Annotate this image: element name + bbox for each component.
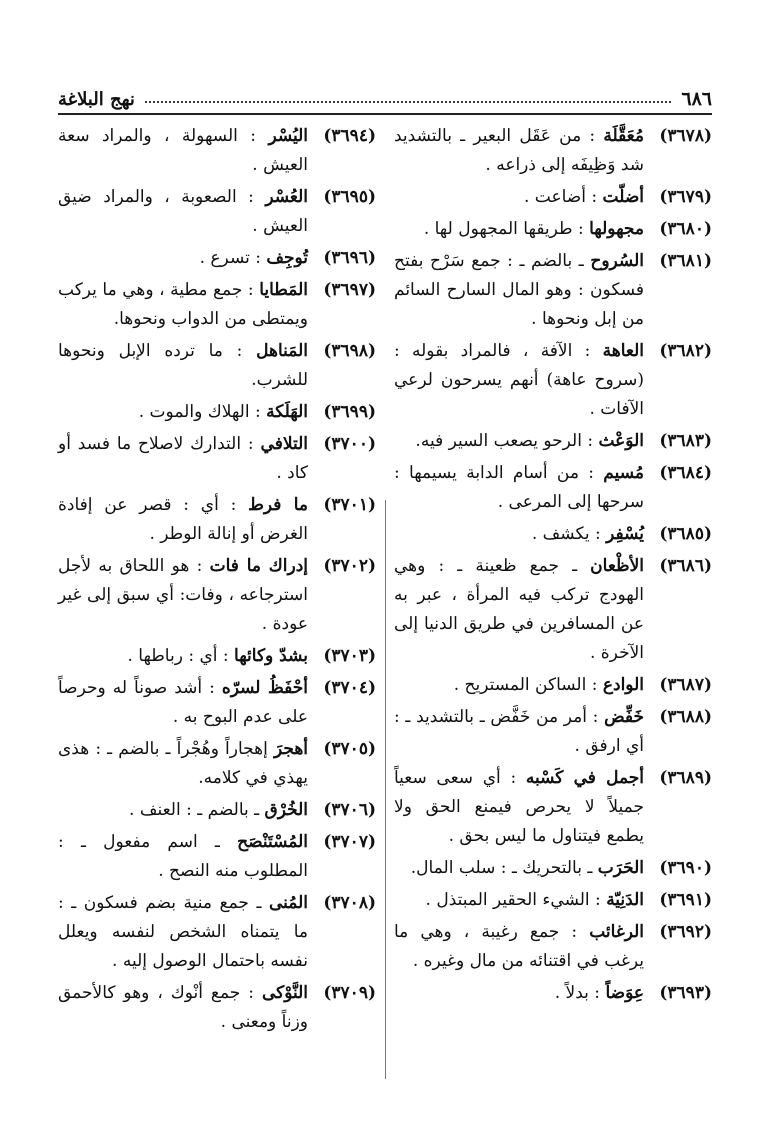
footnote-number: (٣٦٧٩) bbox=[659, 187, 712, 207]
footnote-entry bbox=[394, 854, 712, 883]
footnote-definition: : أي سعى سعياً جميلاً لا يحرص فيمنع الحق ولا يطمع فيتناول ما ليس بحق . bbox=[394, 768, 644, 846]
right-column bbox=[394, 122, 712, 1011]
header-rule bbox=[58, 113, 712, 115]
footnote-entry bbox=[58, 735, 376, 793]
footnote-term: المُنى bbox=[268, 893, 308, 913]
footnote-number: (٣٦٨٠) bbox=[659, 219, 712, 239]
footnote-body bbox=[394, 671, 644, 700]
footnote-number: (٣٦٨٢) bbox=[659, 341, 712, 361]
footnote-term: خَفِّض bbox=[604, 707, 644, 727]
footnote-entry bbox=[58, 398, 376, 427]
footnote-body bbox=[394, 183, 644, 212]
footnote-entry bbox=[394, 671, 712, 700]
footnote-definition: : التدارك لاصلاح ما فسد أو كاد . bbox=[58, 434, 308, 483]
footnote-definition: ـ اسم مفعول ـ : المطلوب منه النصح . bbox=[58, 832, 308, 881]
footnote-entry bbox=[394, 459, 712, 517]
footnote-definition: ـ بالضم ـ : جمع سَرْح بفتح فسكون : وهو المال السارح السائم من إبل ونحوها . bbox=[394, 251, 644, 329]
footnote-number: (٣٧٠٥) bbox=[323, 739, 376, 759]
footnote-term: يُسْفِر bbox=[606, 524, 644, 544]
footnote-body bbox=[394, 854, 644, 883]
footnote-body bbox=[394, 703, 644, 761]
book-title: نهج البلاغة bbox=[58, 89, 135, 110]
footnote-body bbox=[58, 889, 308, 976]
footnote-definition: : الرحو يصعب السير فيه. bbox=[415, 431, 594, 451]
footnote-body bbox=[58, 276, 308, 334]
footnote-definition: : جمع مطية ، وهي ما يركب ويمتطى من الدواب ونحوها. bbox=[58, 280, 308, 329]
footnote-entry bbox=[394, 122, 712, 180]
footnote-number: (٣٦٧٨) bbox=[659, 126, 712, 146]
footnote-definition: إهجاراً وهُجْراً ـ بالضم ـ : هذى يهذي في كلامه. bbox=[58, 739, 308, 788]
footnote-body bbox=[58, 979, 308, 1037]
footnote-entry bbox=[58, 889, 376, 976]
footnote-body bbox=[58, 552, 308, 639]
footnote-number: (٣٧٠٧) bbox=[323, 832, 376, 852]
footnote-definition: : الساكن المستريح . bbox=[453, 675, 598, 695]
footnote-number: (٣٦٩١) bbox=[659, 890, 712, 910]
footnote-number: (٣٧٠٣) bbox=[323, 646, 376, 666]
footnote-term: أحْفَظُ لسرّه bbox=[221, 678, 308, 698]
footnote-body bbox=[58, 398, 308, 427]
footnote-definition: : الشيء الحقير المبتذل . bbox=[425, 890, 601, 910]
footnote-definition: : الهلاك والموت . bbox=[138, 402, 261, 422]
footnote-body bbox=[58, 183, 308, 241]
footnote-definition: : تسرع . bbox=[199, 248, 261, 268]
footnote-entry bbox=[394, 183, 712, 212]
footnote-number: (٣٦٨٨) bbox=[659, 707, 712, 727]
footnote-entry bbox=[394, 520, 712, 549]
footnote-number: (٣٦٩٦) bbox=[323, 248, 376, 268]
footnote-number: (٣٦٩٢) bbox=[659, 922, 712, 942]
footnote-number: (٣٦٩٧) bbox=[323, 280, 376, 300]
footnote-body bbox=[394, 337, 644, 424]
footnote-definition: : الصعوبة ، والمراد ضيق العيش . bbox=[58, 187, 308, 236]
footnote-term: النَّوْكى bbox=[261, 983, 309, 1003]
footnote-term: اليُسْر bbox=[268, 126, 309, 146]
footnote-number: (٣٦٩٠) bbox=[659, 858, 712, 878]
footnote-entry bbox=[394, 886, 712, 915]
footnote-number: (٣٦٩٩) bbox=[323, 402, 376, 422]
footnote-body bbox=[394, 979, 644, 1008]
footnote-definition: : ما ترده الإبل ونحوها للشرب. bbox=[58, 341, 308, 390]
footnote-entry bbox=[58, 491, 376, 549]
footnote-definition: : جمع أنْوك ، وهو كالأحمق وزناً ومعنى . bbox=[58, 983, 308, 1032]
footnote-number: (٣٧٠٦) bbox=[323, 800, 376, 820]
footnote-definition: : الآفة ، فالمراد بقوله : (سروح عاهة) أنهم يسرحون لرعي الآفات . bbox=[394, 341, 644, 419]
footnote-entry bbox=[394, 979, 712, 1008]
footnote-body bbox=[58, 430, 308, 488]
footnote-body bbox=[394, 427, 644, 456]
left-column bbox=[58, 122, 376, 1040]
page-header bbox=[58, 80, 712, 110]
footnote-entry bbox=[58, 642, 376, 671]
footnote-term: الهَلَكة bbox=[266, 402, 308, 422]
footnote-term: المُسْتَنْصَح bbox=[237, 832, 308, 852]
footnote-body bbox=[58, 642, 308, 671]
footnote-term: السُروح bbox=[590, 251, 644, 271]
footnote-entry bbox=[58, 552, 376, 639]
footnote-entry bbox=[58, 183, 376, 241]
footnote-definition: : طريقها المجهول لها . bbox=[423, 219, 584, 239]
footnote-number: (٣٦٨٧) bbox=[659, 675, 712, 695]
footnote-body bbox=[394, 122, 644, 180]
footnote-body bbox=[394, 520, 644, 549]
footnote-body bbox=[58, 828, 308, 886]
footnote-body bbox=[394, 886, 644, 915]
footnote-definition: ـ جمع ظعينة ـ : وهي الهودج تركب فيه المرأة ، عبر به عن المسافرين في طريق الدنيا إلى الآخرة . bbox=[394, 556, 644, 663]
footnote-number: (٣٧٠٠) bbox=[323, 434, 376, 454]
footnote-definition: : أضاعت . bbox=[523, 187, 598, 207]
footnote-term: الرغائب bbox=[589, 922, 644, 942]
footnote-definition: : هو اللحاق به لأجل استرجاعه ، وفات: أي سبق إلى غير عودة . bbox=[58, 556, 308, 634]
footnote-term: الحَرَب bbox=[597, 858, 644, 878]
footnote-term: إدراك ما فات bbox=[209, 556, 309, 576]
footnote-definition: : أمر من خَفَّض ـ بالتشديد ـ : أي ارفق . bbox=[394, 707, 644, 756]
footnote-term: أهجرَ bbox=[273, 739, 309, 759]
footnote-entry bbox=[58, 122, 376, 180]
footnote-entry bbox=[394, 427, 712, 456]
footnote-number: (٣٧٠٤) bbox=[323, 678, 376, 698]
footnote-entry bbox=[58, 979, 376, 1037]
footnote-term: العاهة bbox=[602, 341, 645, 361]
footnote-number: (٣٦٩٤) bbox=[323, 126, 376, 146]
footnote-term: ما فرط bbox=[248, 495, 309, 515]
footnote-term: عِوَضاً bbox=[605, 983, 644, 1003]
footnote-term: المَطايا bbox=[259, 280, 308, 300]
footnote-entry bbox=[58, 674, 376, 732]
footnote-body bbox=[58, 337, 308, 395]
footnote-entry bbox=[394, 215, 712, 244]
footnote-definition: : أي : رباطها . bbox=[127, 646, 229, 666]
footnote-entry bbox=[394, 764, 712, 851]
footnote-definition: : أي : قصر عن إفادة الغرض أو إنالة الوطر . bbox=[58, 495, 308, 544]
footnote-body bbox=[58, 491, 308, 549]
footnote-definition: ـ جمع منية بضم فسكون ـ : ما يتمناه الشخص لنفسه ويعلل نفسه باحتمال الوصول إليه . bbox=[58, 893, 308, 971]
footnote-term: مُسيم bbox=[603, 463, 644, 483]
footnote-number: (٣٦٨٣) bbox=[659, 431, 712, 451]
footnote-number: (٣٦٨٩) bbox=[659, 768, 712, 788]
footnote-term: الخُرْق bbox=[264, 800, 308, 820]
footnote-body bbox=[394, 215, 644, 244]
footnote-number: (٣٦٨١) bbox=[659, 251, 712, 271]
footnote-body bbox=[58, 244, 308, 273]
footnote-entry bbox=[58, 828, 376, 886]
footnote-term: مجهولها bbox=[589, 219, 644, 239]
footnote-term: الأظْعان bbox=[590, 556, 644, 576]
footnote-body bbox=[394, 247, 644, 334]
footnote-entry bbox=[58, 796, 376, 825]
footnote-definition: : يكشف . bbox=[531, 524, 601, 544]
footnote-body bbox=[58, 674, 308, 732]
footnote-term: تُوجِف bbox=[266, 248, 308, 268]
footnote-term: الدَنِيّة bbox=[606, 890, 644, 910]
footnote-entry bbox=[58, 337, 376, 395]
footnote-body bbox=[58, 122, 308, 180]
column-divider bbox=[385, 500, 386, 1079]
footnote-body bbox=[394, 459, 644, 517]
footnote-term: بشدّ وكائها bbox=[234, 646, 308, 666]
footnote-number: (٣٦٩٨) bbox=[323, 341, 376, 361]
footnote-number: (٣٦٨٥) bbox=[659, 524, 712, 544]
footnote-entry bbox=[58, 276, 376, 334]
footnote-entry bbox=[394, 918, 712, 976]
footnote-term: أجمل في كَسْبه bbox=[525, 768, 645, 788]
footnote-definition: ـ بالتحريك ـ : سلب المال. bbox=[410, 858, 593, 878]
footnote-definition: : من عَقَل البعير ـ بالتشديد شد وَظِيفَه إلى ذراعه . bbox=[394, 126, 644, 175]
footnote-number: (٣٦٨٦) bbox=[659, 556, 712, 576]
footnote-number: (٣٧٠١) bbox=[323, 495, 376, 515]
footnote-number: (٣٧٠٢) bbox=[323, 556, 376, 576]
footnote-number: (٣٦٩٥) bbox=[323, 187, 376, 207]
footnote-number: (٣٧٠٨) bbox=[323, 893, 376, 913]
header-dotted-leader bbox=[145, 101, 671, 103]
footnote-definition: : السهولة ، والمراد سعة العيش . bbox=[58, 126, 308, 175]
footnote-entry bbox=[394, 552, 712, 668]
footnote-term: الوادع bbox=[602, 675, 644, 695]
footnote-definition: : جمع رغيبة ، وهي ما يرغب في اقتنائه من مال وغيره . bbox=[394, 922, 644, 971]
footnote-definition: : بدلاً . bbox=[554, 983, 601, 1003]
footnote-definition: ـ بالضم ـ : العنف . bbox=[129, 800, 260, 820]
footnote-body bbox=[394, 918, 644, 976]
footnote-entry bbox=[58, 244, 376, 273]
page-number: ٦٨٦ bbox=[681, 88, 712, 110]
footnote-body bbox=[394, 764, 644, 851]
footnote-entry bbox=[58, 430, 376, 488]
footnote-term: مُعَقَّلَة bbox=[603, 126, 644, 146]
footnote-term: المَناهل bbox=[256, 341, 308, 361]
footnote-number: (٣٦٨٤) bbox=[659, 463, 712, 483]
footnote-definition: : أشد صوناً له وحرصاً على عدم البوح به . bbox=[58, 678, 308, 727]
footnote-number: (٣٧٠٩) bbox=[323, 983, 376, 1003]
footnote-term: التلافي bbox=[260, 434, 309, 454]
footnote-term: الوَعْث bbox=[598, 431, 644, 451]
footnote-entry bbox=[394, 703, 712, 761]
footnote-body bbox=[58, 735, 308, 793]
footnote-body bbox=[58, 796, 308, 825]
footnote-body bbox=[394, 552, 644, 668]
footnote-entry bbox=[394, 337, 712, 424]
footnote-definition: : من أسام الدابة يسيمها : سرحها إلى المرعى . bbox=[394, 463, 644, 512]
footnote-term: أضلّت bbox=[602, 187, 644, 207]
footnote-entry bbox=[394, 247, 712, 334]
footnote-term: العُسْر bbox=[265, 187, 308, 207]
footnote-number: (٣٦٩٣) bbox=[659, 983, 712, 1003]
